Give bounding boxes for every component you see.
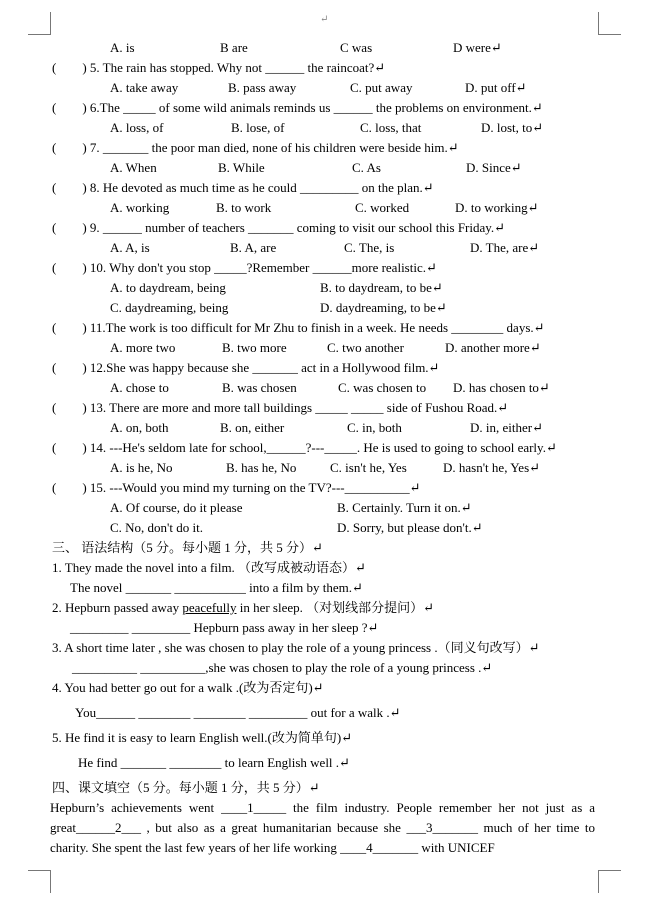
- text-segment: ( ) 12.She was happy because she _______ act in a Hollywood film.↵: [52, 360, 440, 375]
- text-segment: B. lose, of: [231, 120, 285, 135]
- text-segment: 4. You had better go out for a walk .(改为否定句)↵: [52, 680, 324, 695]
- text-line: [0, 478, 649, 498]
- text-segment: C. two another: [327, 340, 404, 355]
- text-segment: A. to daydream, being: [110, 280, 226, 295]
- text-segment: B are: [220, 40, 248, 55]
- page-corner-mark: [598, 870, 621, 893]
- text-segment: A. is he, No: [110, 460, 173, 475]
- text-segment: D. Since↵: [466, 160, 522, 175]
- text-segment: B. has he, No: [226, 460, 297, 475]
- text-line: [0, 98, 649, 118]
- text-line: [0, 398, 649, 418]
- text-segment: A. working: [110, 200, 170, 215]
- text-segment: 3. A short time later , she was chosen to play the role of a young princess .（同义句改写）↵: [52, 640, 540, 655]
- text-line: [0, 278, 649, 298]
- text-segment: B. to daydream, to be↵: [320, 280, 443, 295]
- page-corner-mark: [28, 870, 51, 893]
- text-segment: B. to work: [216, 200, 272, 215]
- text-line: [0, 218, 649, 238]
- text-line: [0, 38, 649, 58]
- text-segment: 5. He find it is easy to learn English well.(改为简单句)↵: [52, 730, 353, 745]
- text-line: [0, 178, 649, 198]
- text-line: [0, 538, 649, 558]
- text-segment: 2. Hepburn passed away peacefully in her sleep. （对划线部分提问）↵: [52, 600, 435, 615]
- text-segment: B. on, either: [220, 420, 285, 435]
- text-segment: C. daydreaming, being: [110, 300, 229, 315]
- text-segment: _________ _________ Hepburn pass away in her sleep ?↵: [70, 620, 379, 635]
- text-line: [0, 518, 649, 538]
- text-segment: ( ) 11.The work is too difficult for Mr Zhu to finish in a week. He needs ________ days.↵: [52, 320, 545, 335]
- passage-paragraph: Hepburn’s achievements went ____1_____ the film industry. People remember her not just as a great______2___ , but also as a great humanitarian because she ___3_______ much of her time to charity. She spent the last few years of her life working ____4_______ with UNICEF: [50, 800, 595, 855]
- text-line: [0, 578, 649, 598]
- text-segment: A. on, both: [110, 420, 169, 435]
- text-line: [0, 638, 649, 658]
- text-segment: D. The, are↵: [470, 240, 540, 255]
- text-line: [0, 238, 649, 258]
- text-line: [0, 658, 649, 678]
- text-segment: B. Certainly. Turn it on.↵: [337, 500, 472, 515]
- text-segment: D. lost, to↵: [481, 120, 544, 135]
- text-line: [0, 778, 649, 798]
- text-segment: The novel _______ ___________ into a film by them.↵: [70, 580, 363, 595]
- text-segment: ( ) 10. Why don't you stop _____?Remember ______more realistic.↵: [52, 260, 437, 275]
- text-segment: __________ __________,she was chosen to play the role of a young princess .↵: [72, 660, 493, 675]
- text-line: [0, 418, 649, 438]
- text-line: [0, 58, 649, 78]
- text-segment: A. chose to: [110, 380, 169, 395]
- text-segment: ( ) 13. There are more and more tall buildings _____ _____ side of Fushou Road.↵: [52, 400, 509, 415]
- text-line: [0, 703, 649, 723]
- text-segment: D. in, either↵: [470, 420, 543, 435]
- text-segment: B. pass away: [228, 80, 297, 95]
- text-line: [0, 378, 649, 398]
- text-segment: A. A, is: [110, 240, 150, 255]
- text-segment: 1. They made the novel into a film. （改写成被动语态）↵: [52, 560, 366, 575]
- text-line: [0, 558, 649, 578]
- text-line: [0, 118, 649, 138]
- text-segment: C. As: [352, 160, 381, 175]
- text-segment: You______ ________ ________ _________ out for a walk .↵: [75, 705, 401, 720]
- text-segment: C. was chosen to: [338, 380, 427, 395]
- text-segment: 四、课文填空（5 分。每小题 1 分，共 5 分）↵: [52, 780, 320, 795]
- header-paragraph-mark: ↵: [320, 14, 329, 25]
- text-segment: ( ) 5. The rain has stopped. Why not ______ the raincoat?↵: [52, 60, 386, 75]
- text-segment: C. loss, that: [360, 120, 422, 135]
- text-segment: C. isn't he, Yes: [330, 460, 407, 475]
- text-line: [0, 138, 649, 158]
- text-segment: B. While: [218, 160, 265, 175]
- text-segment: A. is: [110, 40, 135, 55]
- text-line: [0, 78, 649, 98]
- text-segment: ( ) 8. He devoted as much time as he could _________ on the plan.↵: [52, 180, 434, 195]
- text-segment: B. two more: [222, 340, 287, 355]
- text-segment: ( ) 14. ---He's seldom late for school,______?---_____. He is used to going to school early.↵: [52, 440, 557, 455]
- text-line: [0, 458, 649, 478]
- text-segment: A. loss, of: [110, 120, 164, 135]
- text-segment: ( ) 7. _______ the poor man died, none of his children were beside him.↵: [52, 140, 459, 155]
- text-segment: ( ) 9. ______ number of teachers _______ coming to visit our school this Friday.↵: [52, 220, 506, 235]
- text-line: [0, 728, 649, 748]
- text-line: [0, 338, 649, 358]
- text-line: [0, 358, 649, 378]
- text-line: [0, 618, 649, 638]
- text-line: [0, 753, 649, 773]
- text-segment: A. Of course, do it please: [110, 500, 243, 515]
- text-segment: D. hasn't he, Yes↵: [443, 460, 541, 475]
- page-corner-mark: [28, 12, 51, 35]
- text-segment: D. to working↵: [455, 200, 539, 215]
- text-segment: A. more two: [110, 340, 176, 355]
- text-line: [0, 258, 649, 278]
- text-line: [0, 598, 649, 618]
- text-line: [0, 678, 649, 698]
- text-line: [0, 498, 649, 518]
- page-corner-mark: [598, 12, 621, 35]
- text-segment: D. Sorry, but please don't.↵: [337, 520, 483, 535]
- underlined-word: peacefully: [182, 600, 237, 615]
- text-line: [0, 438, 649, 458]
- text-segment: B. was chosen: [222, 380, 297, 395]
- text-segment: C. The, is: [344, 240, 395, 255]
- text-segment: D were↵: [453, 40, 502, 55]
- text-segment: C. in, both: [347, 420, 402, 435]
- text-line: [0, 318, 649, 338]
- text-segment: D. put off↵: [465, 80, 527, 95]
- text-segment: C. worked: [355, 200, 410, 215]
- text-line: [0, 298, 649, 318]
- text-segment: 三、 语法结构（5 分。每小题 1 分，共 5 分）↵: [52, 540, 323, 555]
- text-line: [0, 158, 649, 178]
- text-line: [0, 198, 649, 218]
- text-segment: D. has chosen to↵: [453, 380, 550, 395]
- text-segment: C. No, don't do it.: [110, 520, 203, 535]
- text-segment: He find _______ ________ to learn English well .↵: [78, 755, 350, 770]
- text-segment: C was: [340, 40, 373, 55]
- text-segment: ( ) 6.The _____ of some wild animals reminds us ______ the problems on environment.↵: [52, 100, 543, 115]
- text-segment: B. A, are: [230, 240, 277, 255]
- text-segment: A. When: [110, 160, 157, 175]
- text-segment: A. take away: [110, 80, 179, 95]
- text-segment: ( ) 15. ---Would you mind my turning on the TV?---__________↵: [52, 480, 421, 495]
- text-segment: D. daydreaming, to be↵: [320, 300, 447, 315]
- text-segment: D. another more↵: [445, 340, 541, 355]
- text-segment: C. put away: [350, 80, 413, 95]
